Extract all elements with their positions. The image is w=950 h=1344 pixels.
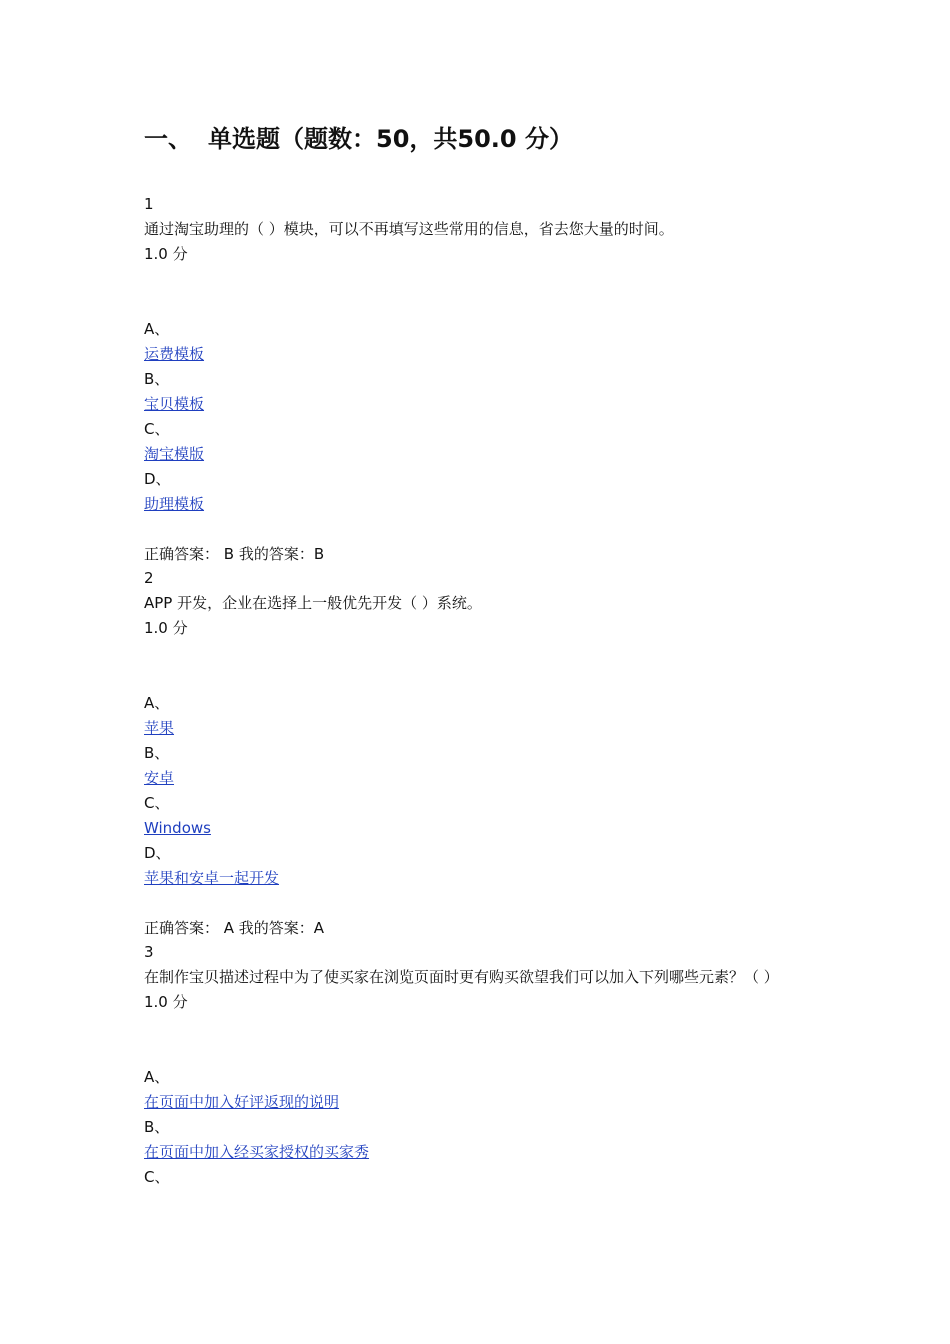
- question-text: APP 开发，企业在选择上一般优先开发（ ）系统。: [144, 594, 482, 612]
- option-c-letter: C、: [144, 794, 170, 812]
- option-b-letter: B、: [144, 370, 170, 388]
- option-a-link[interactable]: 苹果: [144, 719, 175, 737]
- option-c-link[interactable]: Windows: [144, 819, 211, 837]
- section-number: 一、: [144, 125, 192, 153]
- question-score: 1.0 分: [144, 993, 188, 1011]
- section-heading: [144, 122, 573, 156]
- question-3: [144, 940, 804, 1190]
- option-d-letter: D、: [144, 844, 171, 862]
- spacer: [144, 267, 804, 317]
- question-2: [144, 566, 804, 941]
- question-text: 在制作宝贝描述过程中为了使买家在浏览页面时更有购买欲望我们可以加入下列哪些元素？（ ）: [144, 968, 779, 986]
- spacer: [144, 641, 804, 691]
- option-c-letter: C、: [144, 1168, 170, 1186]
- option-a-link[interactable]: 运费模板: [144, 345, 205, 363]
- section-title: 单选题（题数：50，共50.0 分）: [208, 125, 573, 153]
- spacer: [144, 1015, 804, 1065]
- option-a-letter: A、: [144, 320, 170, 338]
- question-score: 1.0 分: [144, 245, 188, 263]
- spacer: [144, 517, 804, 542]
- spacer: [144, 891, 804, 916]
- question-score: 1.0 分: [144, 619, 188, 637]
- option-d-letter: D、: [144, 470, 171, 488]
- option-d-link[interactable]: 助理模板: [144, 495, 205, 513]
- question-index: 1: [144, 195, 154, 213]
- option-b-link[interactable]: 安卓: [144, 769, 175, 787]
- option-c-link[interactable]: 淘宝模版: [144, 445, 205, 463]
- option-a-letter: A、: [144, 694, 170, 712]
- question-1: [144, 192, 804, 567]
- question-index: 3: [144, 943, 154, 961]
- answer-line: 正确答案： A 我的答案：A: [144, 919, 325, 937]
- option-a-letter: A、: [144, 1068, 170, 1086]
- question-text: 通过淘宝助理的（ ）模块，可以不再填写这些常用的信息，省去您大量的时间。: [144, 220, 674, 238]
- option-a-link[interactable]: 在页面中加入好评返现的说明: [144, 1093, 340, 1111]
- option-b-letter: B、: [144, 744, 170, 762]
- option-b-letter: B、: [144, 1118, 170, 1136]
- option-d-link[interactable]: 苹果和安卓一起开发: [144, 869, 280, 887]
- question-index: 2: [144, 569, 154, 587]
- option-b-link[interactable]: 在页面中加入经买家授权的买家秀: [144, 1143, 370, 1161]
- option-c-letter: C、: [144, 420, 170, 438]
- option-b-link[interactable]: 宝贝模板: [144, 395, 205, 413]
- answer-line: 正确答案： B 我的答案：B: [144, 545, 325, 563]
